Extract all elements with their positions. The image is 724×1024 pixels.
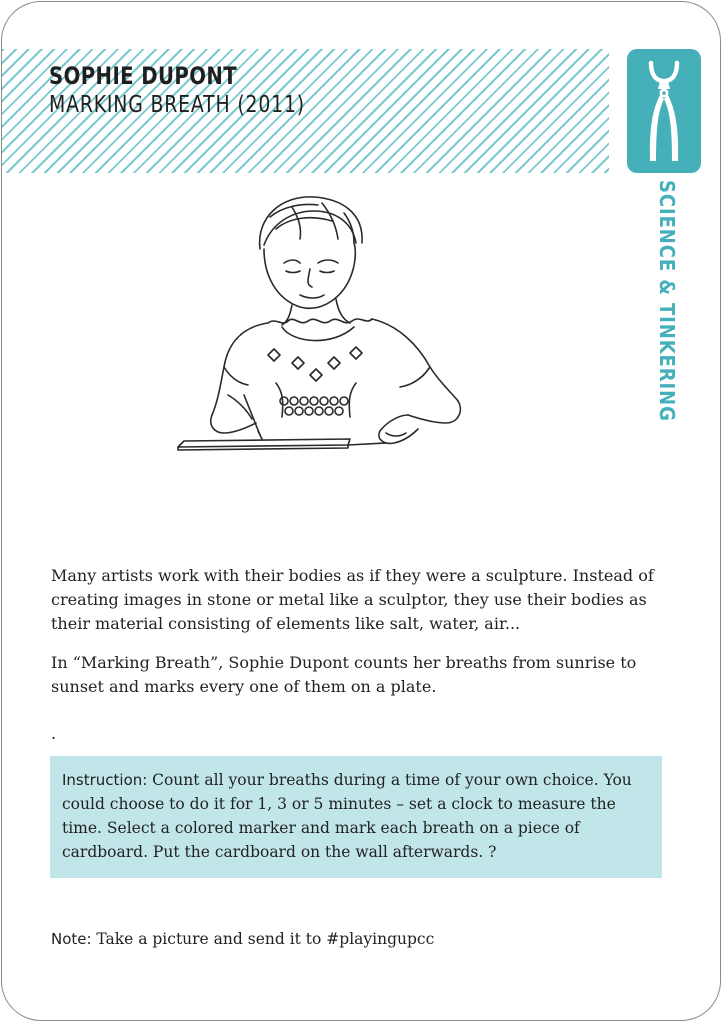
description bbox=[51, 564, 671, 714]
stray-dot: . bbox=[51, 724, 57, 743]
note-label: Note: bbox=[51, 930, 97, 948]
artist-name: SOPHIE DUPONT bbox=[49, 62, 238, 90]
instruction-text: Count all your breaths during a time of your own choice. You could choose to do it for 1, 3 or 5 minutes – set a clock to measure the time. Select a colored marker and mark each breath on a piece of cardboard. Put the cardboard on the wall afterwards. ? bbox=[62, 771, 632, 861]
card-header bbox=[49, 62, 361, 120]
art-card bbox=[1, 1, 721, 1021]
description-paragraph: In “Marking Breath”, Sophie Dupont counts her breaths from sunrise to sunset and marks every one of them on a plate. bbox=[51, 653, 637, 696]
pliers-icon bbox=[627, 49, 701, 173]
category-badge bbox=[627, 49, 701, 173]
note-text: Take a picture and send it to #playingupcc bbox=[96, 930, 435, 948]
category-label: SCIENCE & TINKERING bbox=[655, 180, 679, 422]
description-paragraph: Many artists work with their bodies as if they were a sculpture. Instead of creating images in stone or metal like a sculptor, they use their bodies as their material consisting of elements like salt, water, air... bbox=[51, 566, 654, 633]
work-title: MARKING BREATH (2011) bbox=[49, 92, 305, 118]
woman-marking-plate-illustration bbox=[172, 187, 492, 472]
note bbox=[51, 930, 434, 948]
instruction-label: Instruction: bbox=[62, 771, 153, 789]
instruction-box bbox=[50, 756, 662, 878]
